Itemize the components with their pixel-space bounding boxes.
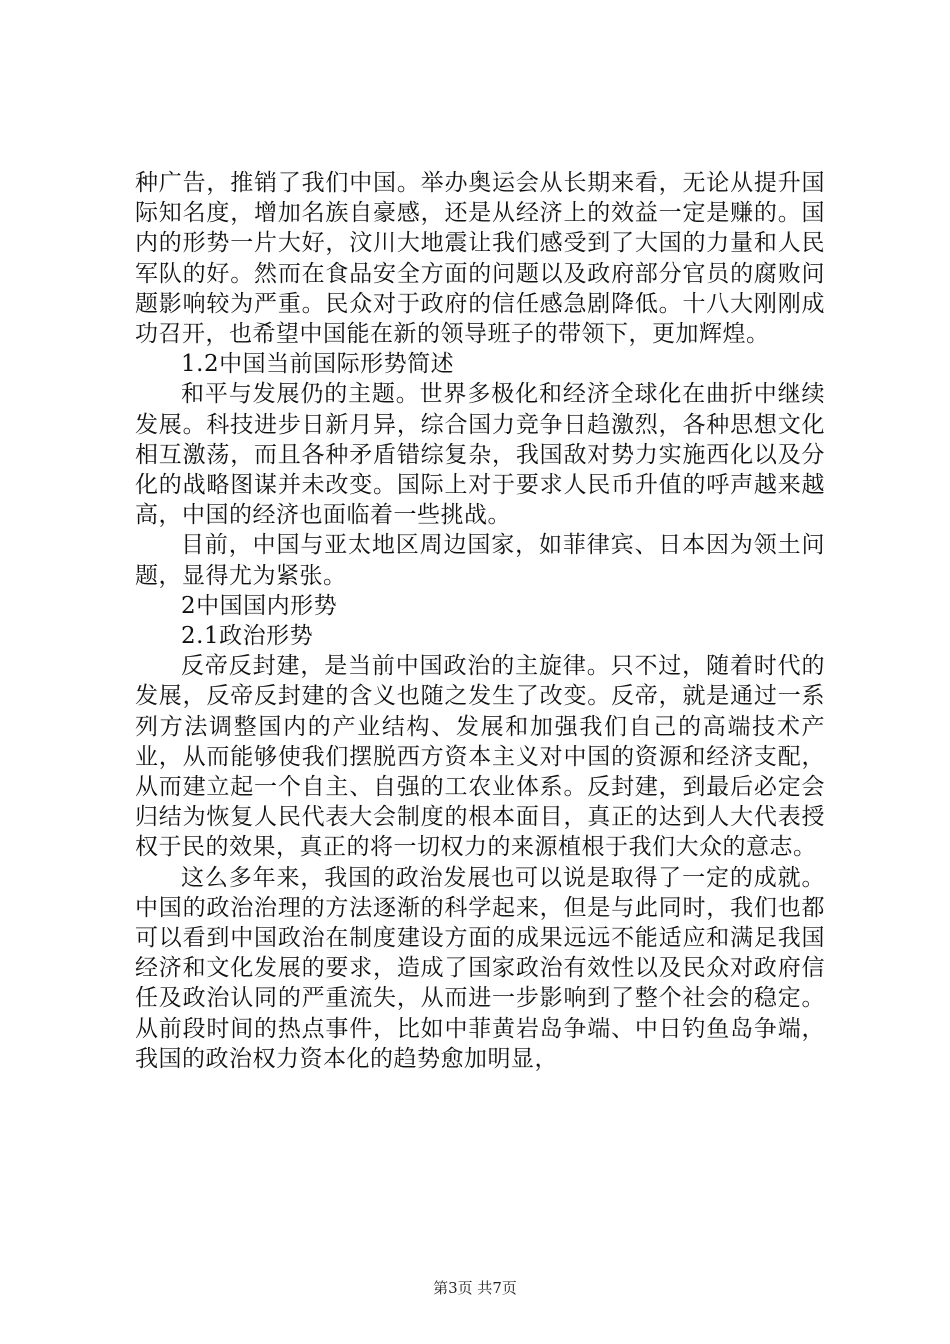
- paragraph: 反帝反封建，是当前中国政治的主旋律。只不过，随着时代的发展，反帝反封建的含义也随之发生了改变。反帝，就是通过一系列方法调整国内的产业结构、发展和加强我们自己的高端技术产业，从而能够使我们摆脱西方资本主义对中国的资源和经济支配，从而建立起一个自主、自强的工农业体系。反封建，到最后必定会归结为恢复人民代表大会制度的根本面目，真正的达到人大代表授权于民的效果，真正的将一切权力的来源植根于我们大众的意志。: [135, 653, 825, 861]
- paragraph: 目前，中国与亚太地区周边国家，如菲律宾、日本因为领土问题，显得尤为紧张。: [135, 532, 825, 589]
- paragraph: 这么多年来，我国的政治发展也可以说是取得了一定的成就。中国的政治治理的方法逐渐的科学起来，但是与此同时，我们也都可以看到中国政治在制度建设方面的成果远远不能适应和满足我国经济和文化发展的要求，造成了国家政治有效性以及民众对政府信任及政治认同的严重流失，从而进一步影响到了整个社会的稳定。从前段时间的热点事件，比如中菲黄岩岛争端、中日钓鱼岛争端，我国的政治权力资本化的趋势愈加明显，: [135, 864, 825, 1072]
- document-body: [135, 168, 825, 1074]
- paragraph: 种广告，推销了我们中国。举办奥运会从长期来看，无论从提升国际知名度，增加名族自豪感，还是从经济上的效益一定是赚的。国内的形势一片大好，汶川大地震让我们感受到了大国的力量和人民军队的好。然而在食品安全方面的问题以及政府部分官员的腐败问题影响较为严重。民众对于政府的信任感急剧降低。十八大刚刚成功召开，也希望中国能在新的领导班子的带领下，更加辉煌。: [135, 170, 825, 348]
- section-heading: 1.2中国当前国际形势简述: [181, 351, 455, 378]
- page-footer: 第3页 共7页: [433, 1279, 517, 1297]
- section-heading: 2中国国内形势: [181, 592, 338, 619]
- paragraph: 和平与发展仍的主题。世界多极化和经济全球化在曲折中继续发展。科技进步日新月异，综合国力竞争日趋激烈，各种思想文化相互激荡，而且各种矛盾错综复杂，我国敌对势力实施西化以及分化的战略图谋并未改变。国际上对于要求人民币升值的呼声越来越高，中国的经济也面临着一些挑战。: [135, 381, 825, 529]
- subsection-heading: 2.1政治形势: [181, 623, 314, 650]
